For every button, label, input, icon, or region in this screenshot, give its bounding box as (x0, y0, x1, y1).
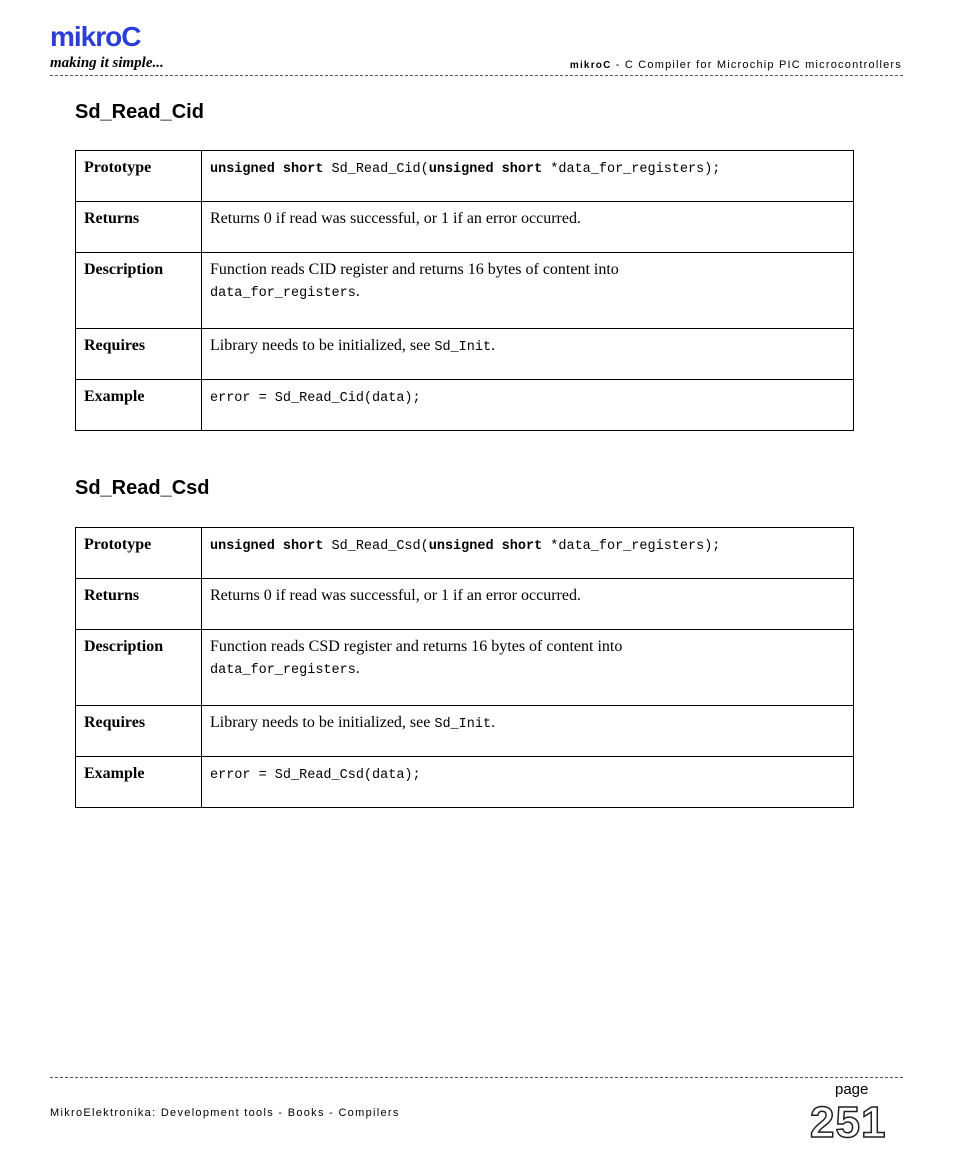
requires-text: Library needs to be initialized, see (210, 337, 435, 354)
table-row-description (76, 630, 854, 706)
header-title-rest: - C Compiler for Microchip PIC microcontrollers (611, 59, 902, 71)
row-label: Prototype (76, 151, 202, 202)
prototype-code (210, 539, 720, 554)
description-end: . (355, 283, 360, 300)
returns-text: Returns 0 if read was successful, or 1 if an error occurred. (202, 202, 854, 253)
description-end: . (355, 660, 360, 677)
table-row-returns (76, 579, 854, 630)
requires-code: Sd_Init (434, 717, 492, 732)
requires-code: Sd_Init (434, 340, 492, 355)
table-row-requires (76, 329, 854, 380)
description-cell (202, 630, 854, 706)
table-row-requires (76, 706, 854, 757)
parameter: *data_for_registers); (542, 162, 721, 177)
row-label: Prototype (76, 528, 202, 579)
footer-divider (50, 1077, 903, 1078)
section-title-sd-read-csd: Sd_Read_Csd (75, 477, 210, 499)
table-row-returns (76, 202, 854, 253)
keyword: unsigned short (210, 162, 324, 177)
tagline: making it simple... (50, 55, 164, 71)
row-label: Returns (76, 579, 202, 630)
keyword: unsigned short (210, 539, 324, 554)
table-row-description (76, 253, 854, 329)
description-code: data_for_registers (210, 663, 356, 678)
header-brand: mikroC (569, 60, 612, 71)
row-label: Example (76, 380, 202, 431)
table-row-prototype (76, 528, 854, 579)
header-title (570, 58, 902, 73)
function-table-sd-read-cid (75, 150, 854, 431)
page-label: page (835, 1081, 869, 1098)
function-table-sd-read-csd (75, 527, 854, 808)
example-cell (202, 380, 854, 431)
header-divider (50, 75, 903, 76)
table-row-example (76, 380, 854, 431)
requires-text: Library needs to be initialized, see (210, 714, 435, 731)
requires-end: . (491, 714, 496, 731)
page-number: 251 (810, 1098, 887, 1147)
example-code: error = Sd_Read_Csd(data); (210, 768, 421, 783)
description-text: Function reads CSD register and returns 16 bytes of content into (210, 638, 623, 655)
row-label: Returns (76, 202, 202, 253)
row-label: Description (76, 253, 202, 329)
row-label: Description (76, 630, 202, 706)
description-text: Function reads CID register and returns 16 bytes of content into (210, 261, 619, 278)
keyword: unsigned short (428, 539, 543, 554)
prototype-code (210, 162, 720, 177)
prototype-cell (202, 151, 854, 202)
parameter: *data_for_registers); (542, 539, 721, 554)
description-cell (202, 253, 854, 329)
keyword: unsigned short (428, 162, 543, 177)
requires-end: . (491, 337, 496, 354)
row-label: Requires (76, 706, 202, 757)
footer-publisher: MikroElektronika: Development tools - Books - Compilers (50, 1107, 400, 1119)
returns-text: Returns 0 if read was successful, or 1 if an error occurred. (202, 579, 854, 630)
requires-cell (202, 329, 854, 380)
function-name: Sd_Read_Cid( (323, 162, 429, 177)
row-label: Requires (76, 329, 202, 380)
row-label: Example (76, 757, 202, 808)
mikroc-logo: mikroC (50, 21, 141, 52)
function-name: Sd_Read_Csd( (323, 539, 429, 554)
requires-cell (202, 706, 854, 757)
prototype-cell (202, 528, 854, 579)
example-cell (202, 757, 854, 808)
table-row-example (76, 757, 854, 808)
section-title-sd-read-cid: Sd_Read_Cid (75, 101, 204, 123)
example-code: error = Sd_Read_Cid(data); (210, 391, 421, 406)
table-row-prototype (76, 151, 854, 202)
description-code: data_for_registers (210, 286, 356, 301)
